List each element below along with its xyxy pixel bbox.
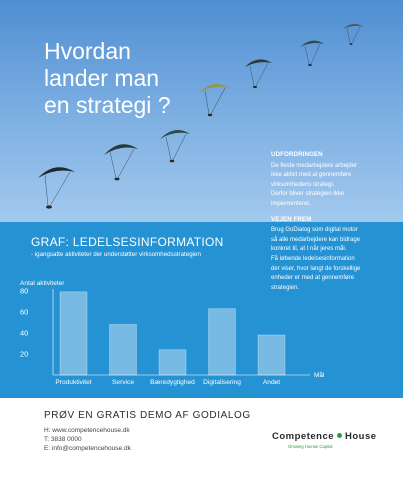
way-forward-text: enheder er med at gennemføre <box>271 275 355 282</box>
contact-info <box>44 426 131 453</box>
way-forward-text: Få løbende ledelsesinformation <box>271 255 355 262</box>
x-axis-label: Mål <box>314 372 325 379</box>
bar <box>209 309 236 375</box>
headline-line: lander man <box>44 65 160 91</box>
headline <box>44 38 244 119</box>
way-forward-text: strategien. <box>271 284 300 291</box>
bar <box>110 324 137 375</box>
challenge-text: implementeret. <box>271 200 311 207</box>
way-forward-text: konkret til, at I når jeres mål. <box>271 246 347 253</box>
demo-call-to-action: PRØV EN GRATIS DEMO AF GODIALOG <box>44 410 251 421</box>
paraglider <box>245 59 272 88</box>
logo-tagline: Growing Human Capital <box>288 444 333 449</box>
headline-line: en strategi ? <box>44 92 171 118</box>
email-text: E: info@competencehouse.dk <box>44 445 131 452</box>
bar <box>60 292 87 375</box>
logo-wordmark <box>272 431 377 442</box>
way-forward-text: så alle medarbejdere kan bidrage <box>271 236 361 243</box>
challenge-text: Derfor bliver strategien ikke <box>271 191 345 198</box>
logo-name-right: House <box>345 431 377 442</box>
logo-name-left: Competence <box>272 431 335 442</box>
bar <box>159 350 186 375</box>
x-tick-label: Service <box>112 379 134 386</box>
y-tick-label: 80 <box>20 286 29 296</box>
challenge-heading: UDFORDRINGEN <box>271 151 323 158</box>
y-tick-label: 60 <box>20 307 29 317</box>
y-axis-label: Antal aktiviteter <box>20 280 65 287</box>
headline-line: Hvordan <box>44 38 131 64</box>
chart-title: GRAF: LEDELSESINFORMATION <box>31 235 224 249</box>
y-tick-label: 20 <box>20 349 29 359</box>
website-text: H: www.competencehouse.dk <box>44 427 130 434</box>
sidebar-text <box>271 150 391 293</box>
way-forward-heading: VEJEN FREM <box>271 215 312 223</box>
challenge-text: virksomhedens strategi. <box>271 181 335 188</box>
x-tick-label: Digitalisering <box>203 379 241 386</box>
paraglider <box>300 41 324 66</box>
challenge-text: ikke aktivt med at gennemføre <box>271 172 352 179</box>
competence-house-logo <box>272 431 377 457</box>
x-tick-label: Produktivitet <box>55 379 92 386</box>
chart-subtitle: - igangsatte aktiviteter der understøtter virksomhedsstrategien <box>31 251 201 258</box>
logo-dot-icon <box>337 433 342 438</box>
bar-chart <box>0 275 340 393</box>
way-forward-text: der viser, hvor langt de forskellige <box>271 265 361 272</box>
paraglider <box>104 144 138 180</box>
challenge-text: De fleste medarbejdere arbejder <box>271 162 358 169</box>
paraglider <box>38 167 75 208</box>
way-forward-text: Brug GoDialog som digital motor <box>271 227 358 234</box>
x-tick-label: Bæredygtighed <box>150 379 195 386</box>
bar <box>258 335 285 375</box>
x-tick-label: Andet <box>262 379 281 386</box>
y-tick-label: 40 <box>20 328 29 338</box>
paraglider <box>343 24 364 45</box>
phone-text: T: 3838 0000 <box>44 436 82 443</box>
paraglider <box>160 130 190 162</box>
